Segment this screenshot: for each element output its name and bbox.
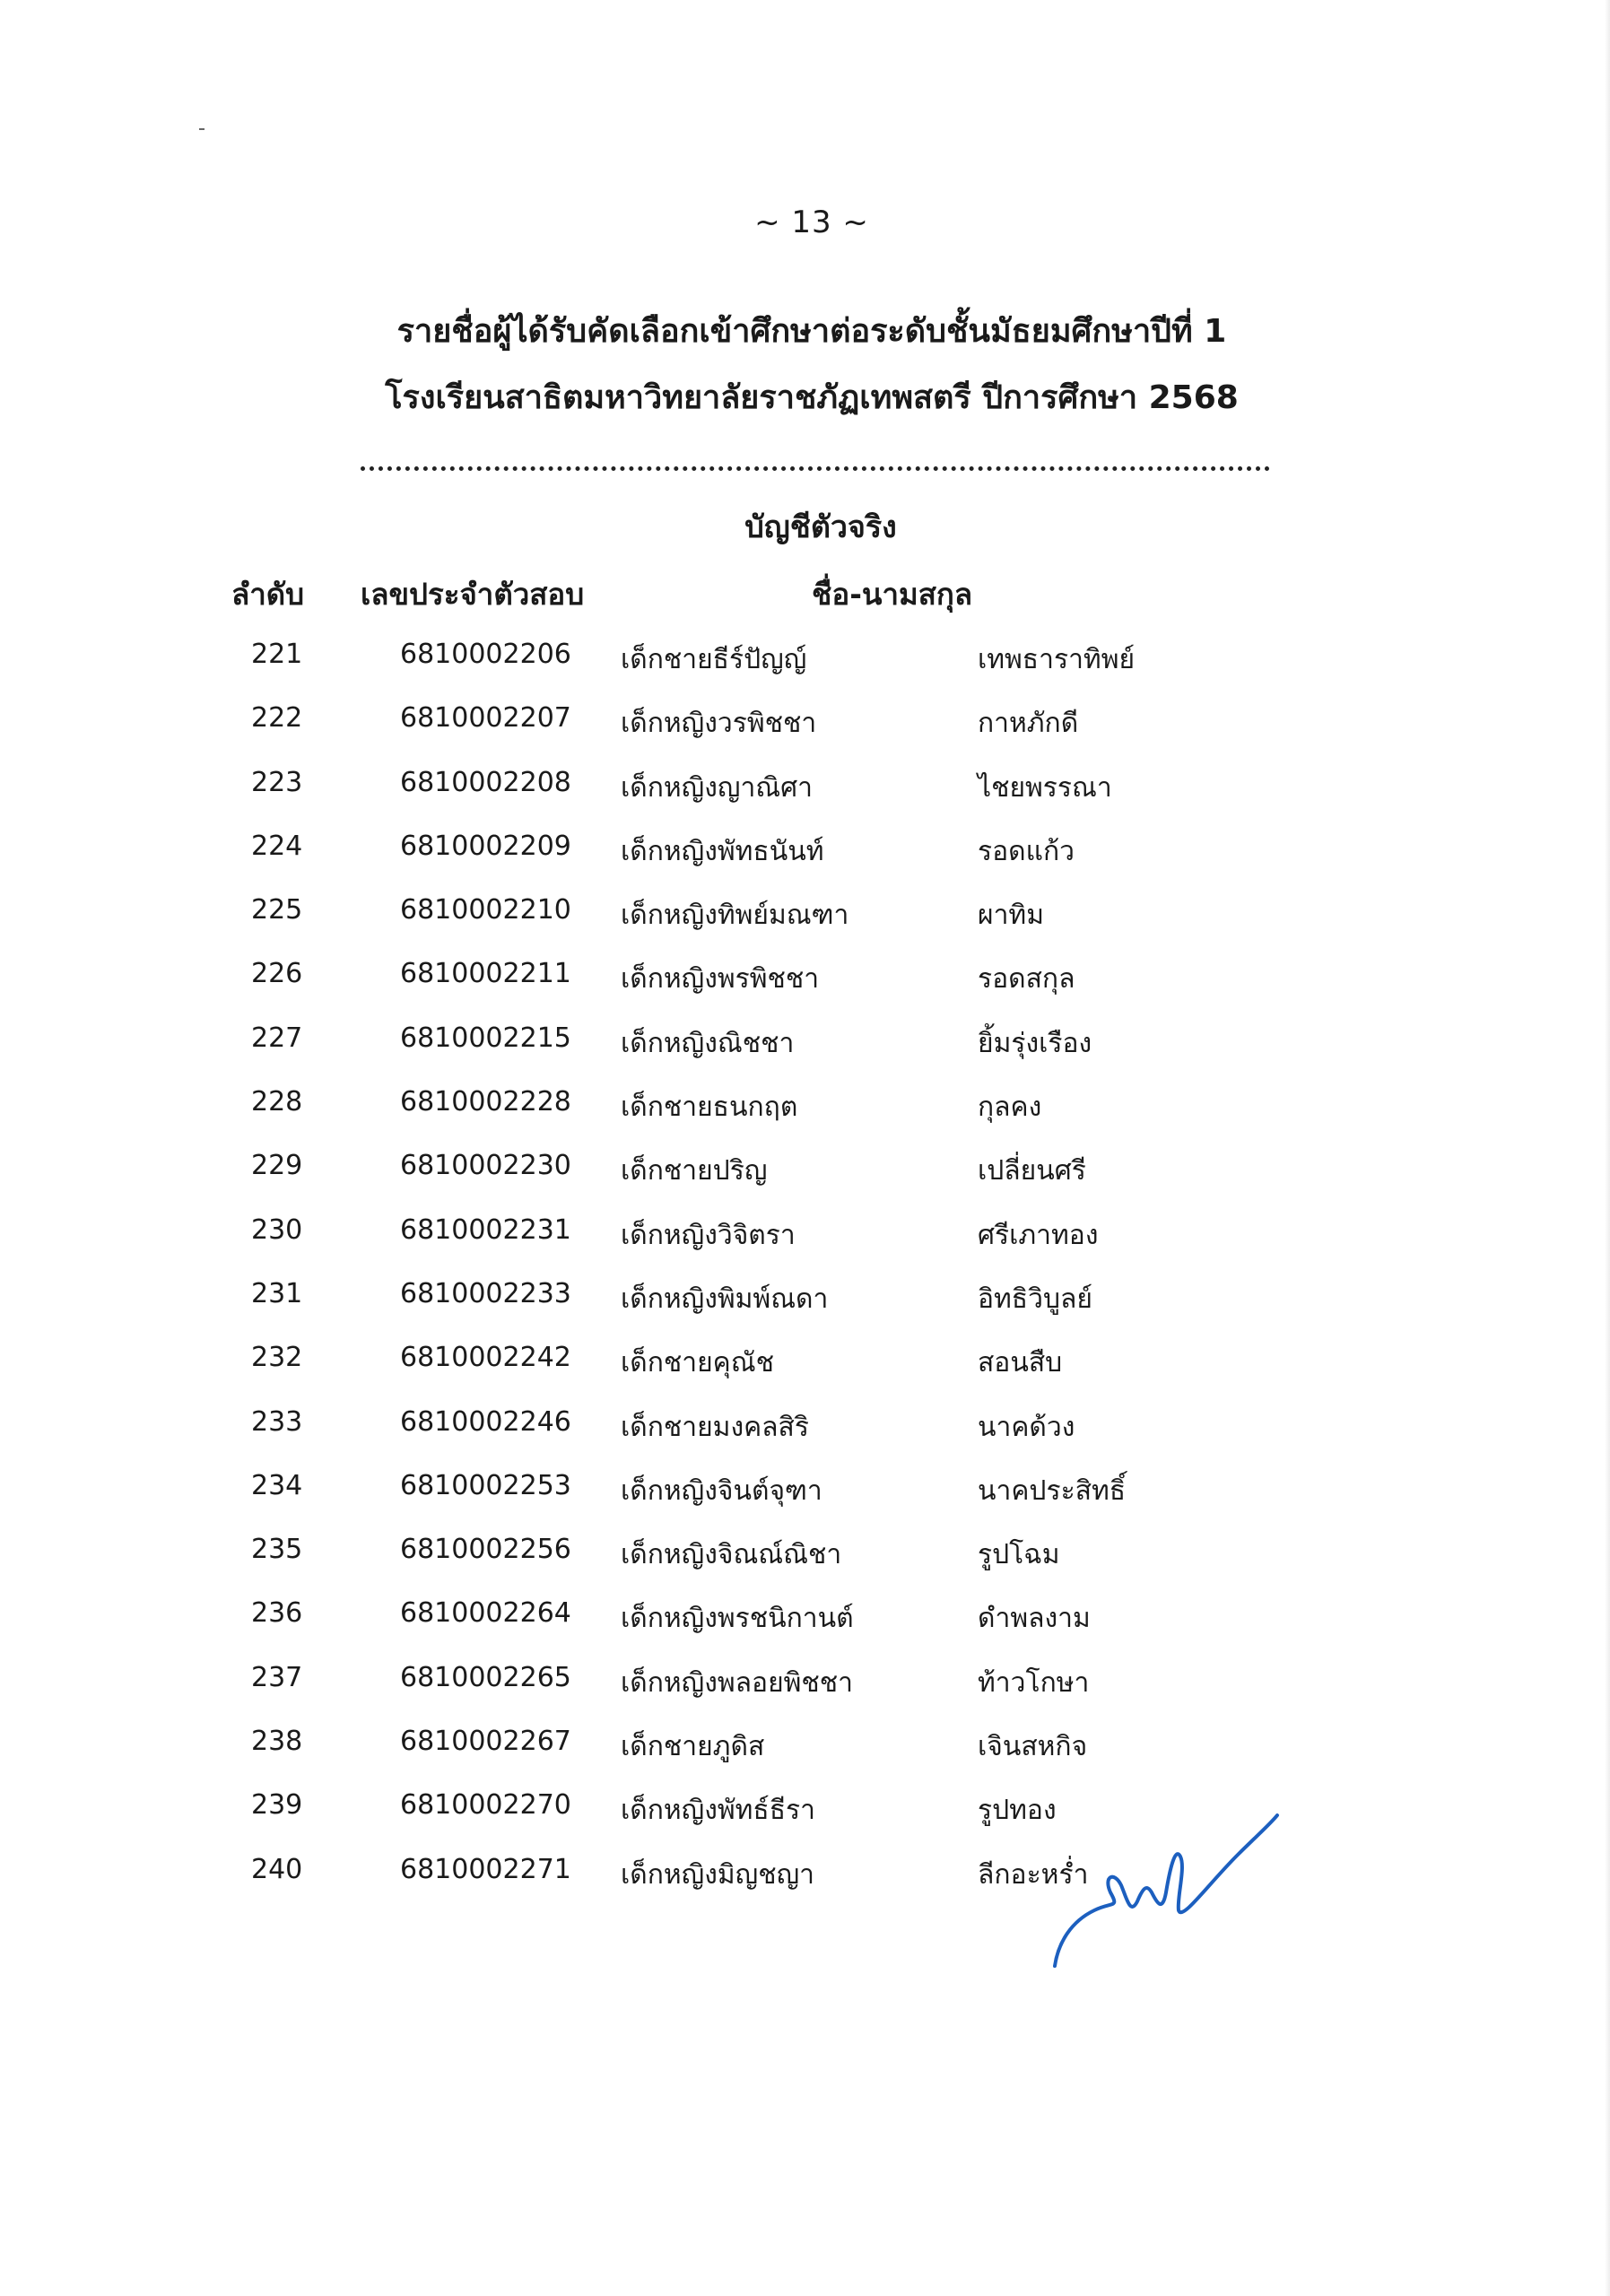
table-row	[0, 1528, 1610, 1592]
row-exam-id: 6810002215	[400, 1022, 571, 1054]
row-number: 232	[251, 1342, 303, 1374]
row-number: 234	[251, 1469, 303, 1501]
row-exam-id: 6810002242	[400, 1342, 571, 1374]
row-number: 226	[251, 958, 303, 990]
row-first-name: เด็กหญิงพรพิชชา	[621, 963, 820, 996]
row-exam-id: 6810002230	[400, 1150, 571, 1182]
row-last-name: นาคประสิทธิ์	[978, 1474, 1127, 1507]
row-number: 240	[251, 1853, 303, 1885]
row-number: 223	[251, 766, 303, 798]
row-first-name: เด็กหญิงมิญชญา	[621, 1858, 814, 1891]
row-first-name: เด็กหญิงพลอยพิชชา	[621, 1666, 853, 1699]
row-number: 224	[251, 830, 303, 862]
table-row	[0, 1465, 1610, 1528]
document-title: รายชื่อผู้ได้รับคัดเลือกเข้าศึกษาต่อระดับชั้นมัธยมศึกษาปีที่ 1	[396, 313, 1227, 350]
row-number: 230	[251, 1213, 303, 1246]
row-first-name: เด็กหญิงจิณณ์ณิชา	[621, 1539, 842, 1571]
column-header-name: ชื่อ-นามสกุล	[812, 577, 973, 612]
row-last-name: ไชยพรรณา	[978, 771, 1112, 804]
row-first-name: เด็กชายมงคลสิริ	[621, 1411, 809, 1443]
row-last-name: นาคด้วง	[978, 1411, 1075, 1443]
row-last-name: เจินสหกิจ	[978, 1731, 1088, 1763]
table-row	[0, 697, 1610, 761]
row-number: 239	[251, 1789, 303, 1822]
row-first-name: เด็กหญิงญาณิศา	[621, 771, 814, 804]
row-last-name: ยิ้มรุ่งเรือง	[978, 1027, 1092, 1059]
row-number: 236	[251, 1597, 303, 1630]
row-exam-id: 6810002228	[400, 1086, 571, 1118]
table-row	[0, 1336, 1610, 1400]
table-row	[0, 761, 1610, 825]
row-first-name: เด็กหญิงวรพิชชา	[621, 708, 817, 740]
row-first-name: เด็กหญิงพิมพ์ณดา	[621, 1283, 829, 1315]
row-first-name: เด็กชายคุณัช	[621, 1347, 774, 1379]
list-title: บัญชีตัวจริง	[744, 509, 897, 545]
row-exam-id: 6810002210	[400, 894, 571, 926]
table-row	[0, 1784, 1610, 1848]
row-number: 225	[251, 894, 303, 926]
row-last-name: สอนสืบ	[978, 1347, 1063, 1379]
row-exam-id: 6810002208	[400, 766, 571, 798]
row-number: 227	[251, 1022, 303, 1054]
table-row	[0, 952, 1610, 1016]
table-row	[0, 1657, 1610, 1720]
signature-stroke	[1055, 1815, 1277, 1966]
row-last-name: ผาทิม	[978, 900, 1044, 932]
table-row	[0, 1401, 1610, 1465]
table-row	[0, 825, 1610, 889]
row-last-name: กาหภักดี	[978, 708, 1079, 740]
row-last-name: อิทธิวิบูลย์	[978, 1283, 1092, 1315]
row-number: 229	[251, 1150, 303, 1182]
row-last-name: รอดแก้ว	[978, 835, 1075, 867]
row-last-name: รูปทอง	[978, 1795, 1057, 1827]
document-subtitle: โรงเรียนสาธิตมหาวิทยาลัยราชภัฏเทพสตรี ปีการศึกษา 2568	[385, 379, 1239, 416]
row-first-name: เด็กหญิงพัทธ์ธีรา	[621, 1795, 816, 1827]
table-row	[0, 633, 1610, 697]
row-last-name: กุลคง	[978, 1091, 1042, 1124]
row-exam-id: 6810002265	[400, 1661, 571, 1693]
page-number: ~ 13 ~	[754, 204, 869, 240]
table-row	[0, 1017, 1610, 1081]
column-header-exam-id: เลขประจำตัวสอบ	[361, 577, 585, 612]
table-row	[0, 1592, 1610, 1656]
row-number: 221	[251, 639, 303, 670]
row-number: 222	[251, 702, 303, 735]
row-exam-id: 6810002231	[400, 1213, 571, 1246]
table-row	[0, 1144, 1610, 1208]
table-row	[0, 1209, 1610, 1273]
row-last-name: ลีกอะหร่ำ	[978, 1858, 1089, 1891]
dotted-divider	[361, 466, 1270, 471]
row-first-name: เด็กหญิงพรชนิกานต์	[621, 1603, 854, 1635]
table-row	[0, 889, 1610, 952]
row-exam-id: 6810002271	[400, 1853, 571, 1885]
column-header-number: ลำดับ	[231, 577, 305, 612]
row-number: 238	[251, 1726, 303, 1758]
row-exam-id: 6810002270	[400, 1789, 571, 1822]
row-exam-id: 6810002264	[400, 1597, 571, 1630]
row-exam-id: 6810002211	[400, 958, 571, 990]
row-last-name: เปลี่ยนศรี	[978, 1155, 1086, 1187]
row-exam-id: 6810002256	[400, 1534, 571, 1566]
row-first-name: เด็กหญิงณิชชา	[621, 1027, 795, 1059]
row-number: 237	[251, 1661, 303, 1693]
row-last-name: ศรีเภาทอง	[978, 1219, 1099, 1251]
table-row	[0, 1720, 1610, 1784]
row-last-name: เทพธาราทิพย์	[978, 644, 1136, 675]
row-exam-id: 6810002246	[400, 1405, 571, 1438]
row-last-name: ดำพลงาม	[978, 1603, 1091, 1635]
row-last-name: รอดสกุล	[978, 963, 1075, 996]
candidate-list	[0, 633, 1610, 1912]
row-number: 233	[251, 1405, 303, 1438]
row-first-name: เด็กชายปริญ	[621, 1155, 768, 1187]
row-exam-id: 6810002253	[400, 1469, 571, 1501]
row-first-name: เด็กหญิงทิพย์มณฑา	[621, 900, 849, 932]
row-last-name: ท้าวโกษา	[978, 1666, 1090, 1699]
row-first-name: เด็กหญิงจินต์จุฑา	[621, 1474, 822, 1507]
table-row	[0, 1081, 1610, 1144]
row-first-name: เด็กชายธีร์ปัญญ์	[621, 644, 807, 675]
row-number: 231	[251, 1277, 303, 1309]
row-number: 228	[251, 1086, 303, 1118]
table-row	[0, 1273, 1610, 1336]
table-row	[0, 1848, 1610, 1912]
row-first-name: เด็กชายภูดิส	[621, 1731, 765, 1763]
signature	[1031, 1758, 1283, 1973]
row-exam-id: 6810002209	[400, 830, 571, 862]
row-exam-id: 6810002206	[400, 639, 571, 670]
row-exam-id: 6810002233	[400, 1277, 571, 1309]
row-exam-id: 6810002207	[400, 702, 571, 735]
scan-speck	[199, 128, 205, 130]
row-first-name: เด็กหญิงพัทธนันท์	[621, 835, 824, 867]
row-number: 235	[251, 1534, 303, 1566]
row-last-name: รูปโฉม	[978, 1539, 1060, 1571]
row-first-name: เด็กชายธนกฤต	[621, 1091, 798, 1124]
row-first-name: เด็กหญิงวิจิตรา	[621, 1219, 796, 1251]
row-exam-id: 6810002267	[400, 1726, 571, 1758]
